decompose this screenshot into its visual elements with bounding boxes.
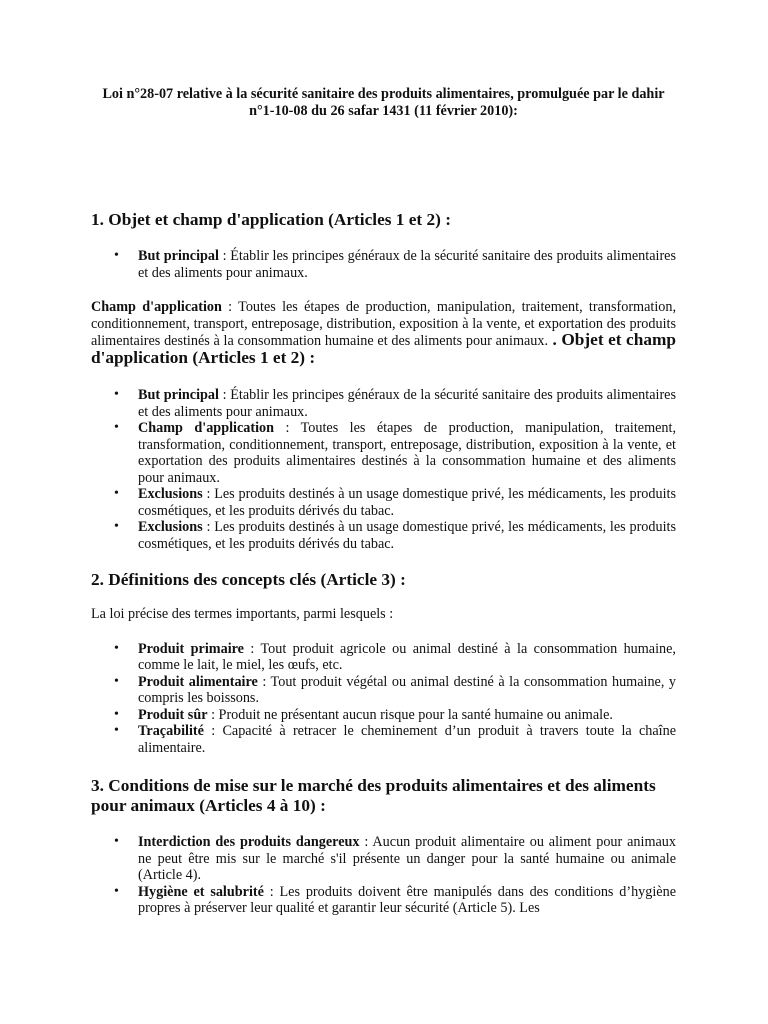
list-item (138, 641, 676, 674)
item-text: : Les produits destinés à un usage domestique privé, les médicaments, les produits cosmétiques, et les produits dérivés du tabac. (138, 519, 676, 552)
item-term: Exclusions (138, 519, 203, 535)
item-text: : Toutes les étapes de production, manipulation, traitement, transformation, conditionnement, transport, entreposage, distribution, exposition à la vente, et exportation des produits alimentaires destinés à la consommation humaine et des aliments pour animaux. (138, 420, 676, 486)
item-term: But principal (138, 248, 219, 264)
item-term: Interdiction des produits dangereux (138, 834, 360, 850)
list-item (138, 674, 676, 707)
section-1-list (91, 387, 676, 552)
section-2-intro: La loi précise des termes importants, parmi lesquels : (91, 606, 394, 622)
section-1-intro-list (91, 248, 676, 281)
list-item (138, 723, 676, 756)
item-text: : Aucun produit alimentaire ou aliment pour animaux ne peut être mis sur le marché s'il présente un danger pour la santé humaine ou animale (Article 4). (138, 834, 676, 883)
paragraph-term: Champ d'application (91, 299, 222, 315)
item-text: : Tout produit agricole ou animal destiné à la consommation humaine, comme le lait, le miel, les œufs, etc. (138, 640, 676, 673)
item-text: : Capacité à retracer le cheminement d’un produit à travers toute la chaîne alimentaire. (138, 723, 676, 756)
item-term: But principal (138, 387, 219, 403)
repeated-section-heading: . Objet et champ d'application (Articles 1 et 2) : (91, 330, 676, 367)
scope-paragraph (91, 299, 676, 367)
section-1-heading: 1. Objet et champ d'application (Articles 1 et 2) : (91, 210, 451, 229)
item-text: : Tout produit végétal ou animal destiné à la consommation humaine, y compris les boissons. (138, 673, 676, 706)
item-text: : Établir les principes généraux de la sécurité sanitaire des produits alimentaires et des aliments pour animaux. (138, 248, 676, 281)
document-page (91, 86, 676, 917)
item-term: Exclusions (138, 486, 203, 502)
item-term: Hygiène et salubrité (138, 883, 264, 900)
item-term: Produit primaire (138, 640, 244, 657)
section-2-heading: 2. Définitions des concepts clés (Article 3) : (91, 570, 406, 589)
item-term: Produit alimentaire (138, 673, 258, 690)
list-item (138, 707, 676, 724)
list-item (138, 834, 676, 884)
item-term: Produit sûr (138, 706, 208, 723)
item-text: : Les produits doivent être manipulés dans des conditions d’hygiène propres à préserver leur qualité et garantir leur sécurité (Article 5). Les (138, 883, 676, 916)
list-item (138, 486, 676, 519)
item-text: : Établir les principes généraux de la sécurité sanitaire des produits alimentaires et des aliments pour animaux. (138, 387, 676, 420)
section-2-list (91, 641, 676, 757)
item-term: Traçabilité (138, 723, 204, 739)
section-3-list (91, 834, 676, 917)
item-text: : Produit ne présentant aucun risque pour la santé humaine ou animale. (207, 706, 613, 723)
item-text: : Les produits destinés à un usage domestique privé, les médicaments, les produits cosmétiques, et les produits dérivés du tabac. (138, 486, 676, 519)
list-item (138, 519, 676, 552)
item-term: Champ d'application (138, 420, 275, 436)
section-3-heading: 3. Conditions de mise sur le marché des produits alimentaires et des aliments pour animaux (Articles 4 à 10) : (91, 776, 656, 815)
list-item (138, 387, 676, 420)
list-item (138, 248, 676, 281)
paragraph-text: : Toutes les étapes de production, manipulation, traitement, transformation, conditionnement, transport, entreposage, distribution, exposition à la vente, et exportation des produits alimentaires destinés à la consommation humaine et des aliments pour animaux. (91, 299, 676, 349)
list-item (138, 884, 676, 917)
document-title: Loi n°28-07 relative à la sécurité sanitaire des produits alimentaires, promulguée par le dahir n°1-10-08 du 26 safar 1431 (11 février 2010): (102, 86, 665, 119)
list-item (138, 420, 676, 486)
